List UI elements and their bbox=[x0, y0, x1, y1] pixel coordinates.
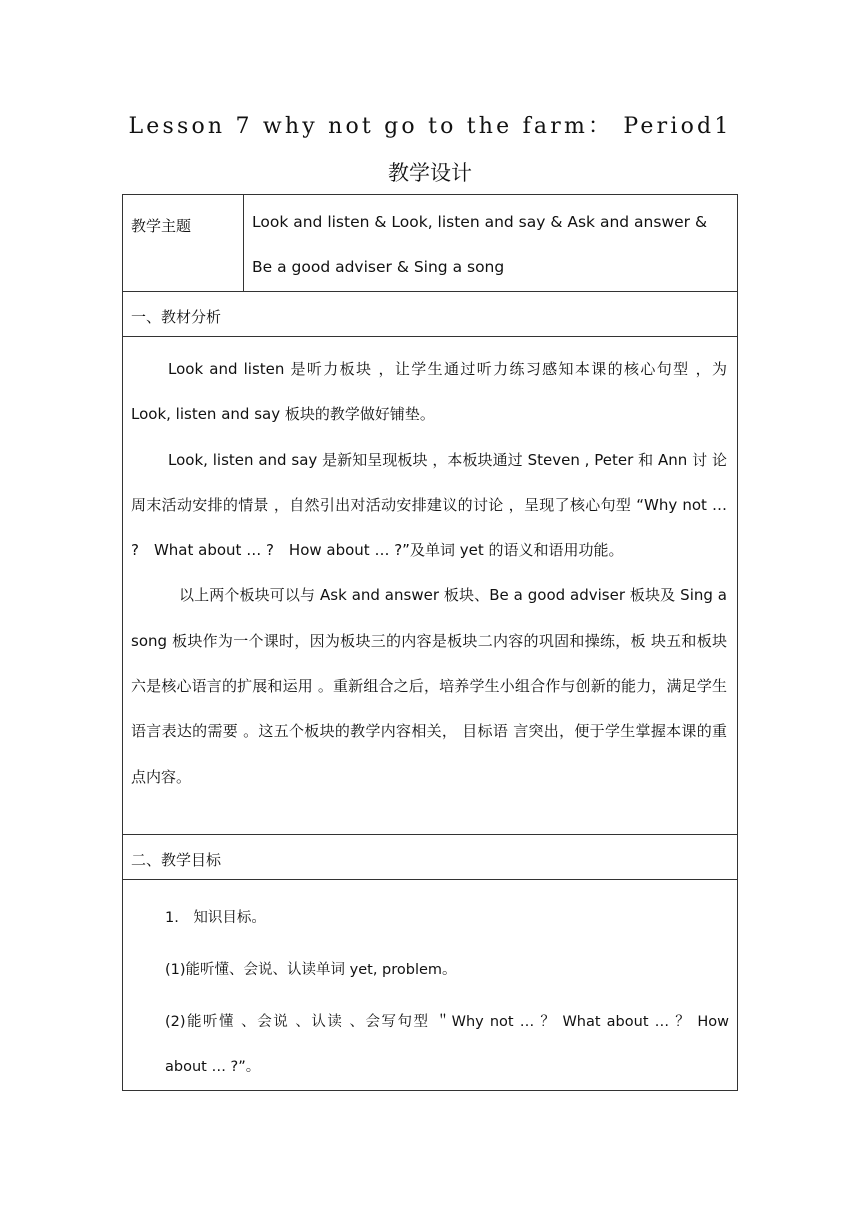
topic-value: Look and listen & Look, listen and say & Ask and answer & Be a good adviser & Sing a song bbox=[244, 195, 738, 292]
section2-heading-row bbox=[123, 835, 738, 880]
section1-body-row bbox=[123, 337, 738, 835]
section1-heading-row bbox=[123, 292, 738, 337]
goal-item: (2)能听懂 、会说 、认读 、会写句型 ＂Why not … ？ What about … ？ How about … ?”。 bbox=[165, 1014, 729, 1075]
analysis-paragraph: Look, listen and say 是新知呈现板块 ，本板块通过 Steven , Peter 和 Ann 讨 论周末活动安排的情景 ，自然引出对活动安排建议的讨论 ，呈现了核心句型 “Why not … ? What about … ? How about … ?”及单词 yet 的语义和语用功能。 bbox=[131, 450, 727, 560]
section1-heading: 一、教材分析 bbox=[123, 292, 738, 337]
goal-item: (1)能听懂、会说、认读单词 yet, problem。 bbox=[165, 962, 457, 978]
analysis-paragraph: Look and listen 是听力板块 ，让学生通过听力练习感知本课的核心句型 ，为 Look, listen and say 板块的教学做好铺垫。 bbox=[131, 360, 727, 424]
page-title: Lesson 7 why not go to the farm： Period1 bbox=[128, 114, 732, 139]
topic-label: 教学主题 bbox=[123, 195, 244, 292]
lesson-plan-table bbox=[122, 194, 738, 1091]
section1-body bbox=[123, 337, 738, 835]
section2-heading: 二、教学目标 bbox=[123, 835, 738, 880]
page-subtitle: 教学设计 bbox=[388, 161, 472, 185]
topic-row bbox=[123, 195, 738, 292]
section2-body-row bbox=[123, 880, 738, 1091]
goal-item: 1. 知识目标。 bbox=[165, 910, 266, 926]
section2-body bbox=[123, 880, 738, 1091]
analysis-paragraph: 以上两个板块可以与 Ask and answer 板块、Be a good adviser 板块及 Sing a song 板块作为一个课时，因为板块三的内容是板块二内容的巩固和操练，板 块五和板块六是核心语言的扩展和运用 。重新组合之后，培养学生小组合作与创新的能力，满足学生语言表达的需要 。这五个板块的教学内容相关， 目标语 言突出，便于学生掌握本课的重点内容。 bbox=[131, 586, 727, 786]
